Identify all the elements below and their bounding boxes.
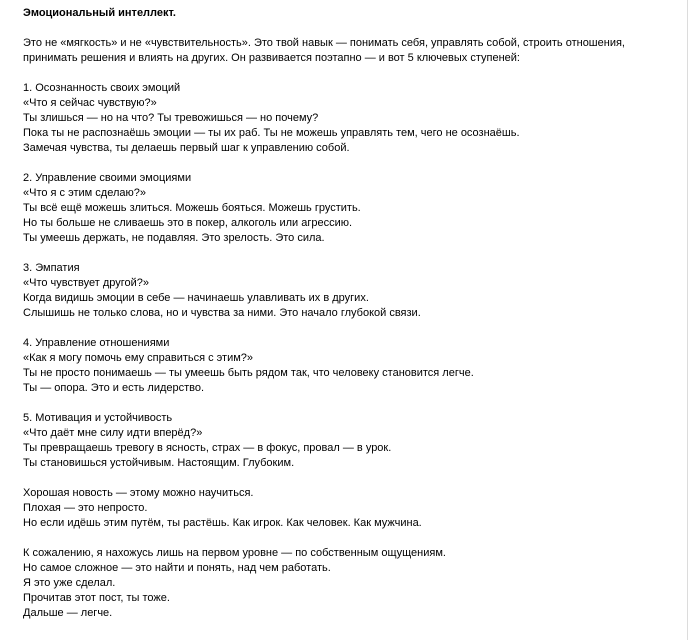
good-news-paragraph [23, 486, 683, 531]
good-news-line: Плохая — это непросто. [23, 502, 148, 514]
intro-line: Это не «мягкость» и не «чувствительность». Это твой навык — понимать себя, управлять собой, строить отношения, [23, 37, 625, 49]
step-question: «Как я могу помочь ему справиться с этим?» [23, 352, 254, 364]
step-question: «Что даёт мне силу идти вперёд?» [23, 427, 203, 439]
closing-line: Но самое сложное — это найти и понять, над чем работать. [23, 562, 331, 574]
step-heading: 1. Осознанность своих эмоций [23, 82, 181, 94]
post-title: Эмоциональный интеллект. [23, 7, 176, 19]
step-line: Замечая чувства, ты делаешь первый шаг к управлению собой. [23, 142, 350, 154]
good-news-line: Хорошая новость — этому можно научиться. [23, 487, 254, 499]
step-question: «Что чувствует другой?» [23, 277, 150, 289]
step-line: Пока ты не распознаёшь эмоции — ты их раб. Ты не можешь управлять тем, чего не осознаёшь. [23, 127, 520, 139]
step-line: Но ты больше не сливаешь это в покер, алкоголь или агрессию. [23, 217, 353, 229]
closing-line: Дальше — легче. [23, 607, 113, 619]
step-2 [23, 171, 683, 246]
step-question: «Что я с этим сделаю?» [23, 187, 146, 199]
step-line: Ты умеешь держать, не подавляя. Это зрелость. Это сила. [23, 232, 325, 244]
step-3 [23, 261, 683, 321]
good-news-line: Но если идёшь этим путём, ты растёшь. Как игрок. Как человек. Как мужчина. [23, 517, 422, 529]
step-heading: 3. Эмпатия [23, 262, 80, 274]
step-heading: 4. Управление отношениями [23, 337, 170, 349]
post-body [23, 6, 683, 636]
step-question: «Что я сейчас чувствую?» [23, 97, 157, 109]
step-5 [23, 411, 683, 471]
step-line: Ты всё ещё можешь злиться. Можешь бояться. Можешь грустить. [23, 202, 361, 214]
step-line: Ты не просто понимаешь — ты умеешь быть рядом так, что человеку становится легче. [23, 367, 474, 379]
step-1 [23, 81, 683, 156]
step-line: Слышишь не только слова, но и чувства за ними. Это начало глубокой связи. [23, 307, 421, 319]
closing-paragraph [23, 546, 683, 621]
step-heading: 5. Мотивация и устойчивость [23, 412, 173, 424]
step-line: Ты превращаешь тревогу в ясность, страх — в фокус, провал — в урок. [23, 442, 392, 454]
intro-paragraph [23, 36, 683, 66]
step-line: Ты злишься — но на что? Ты тревожишься — но почему? [23, 112, 319, 124]
closing-line: Я это уже сделал. [23, 577, 116, 589]
step-line: Ты становишься устойчивым. Настоящим. Глубоким. [23, 457, 295, 469]
intro-line: принимать решения и влиять на других. Он развивается поэтапно — и вот 5 ключевых ступеней: [23, 52, 520, 64]
closing-line: К сожалению, я нахожусь лишь на первом уровне — по собственным ощущениям. [23, 547, 446, 559]
closing-line: Прочитав этот пост, ты тоже. [23, 592, 170, 604]
step-line: Ты — опора. Это и есть лидерство. [23, 382, 205, 394]
step-4 [23, 336, 683, 396]
step-line: Когда видишь эмоции в себе — начинаешь улавливать их в других. [23, 292, 369, 304]
step-heading: 2. Управление своими эмоциями [23, 172, 192, 184]
post-title-paragraph [23, 6, 683, 21]
